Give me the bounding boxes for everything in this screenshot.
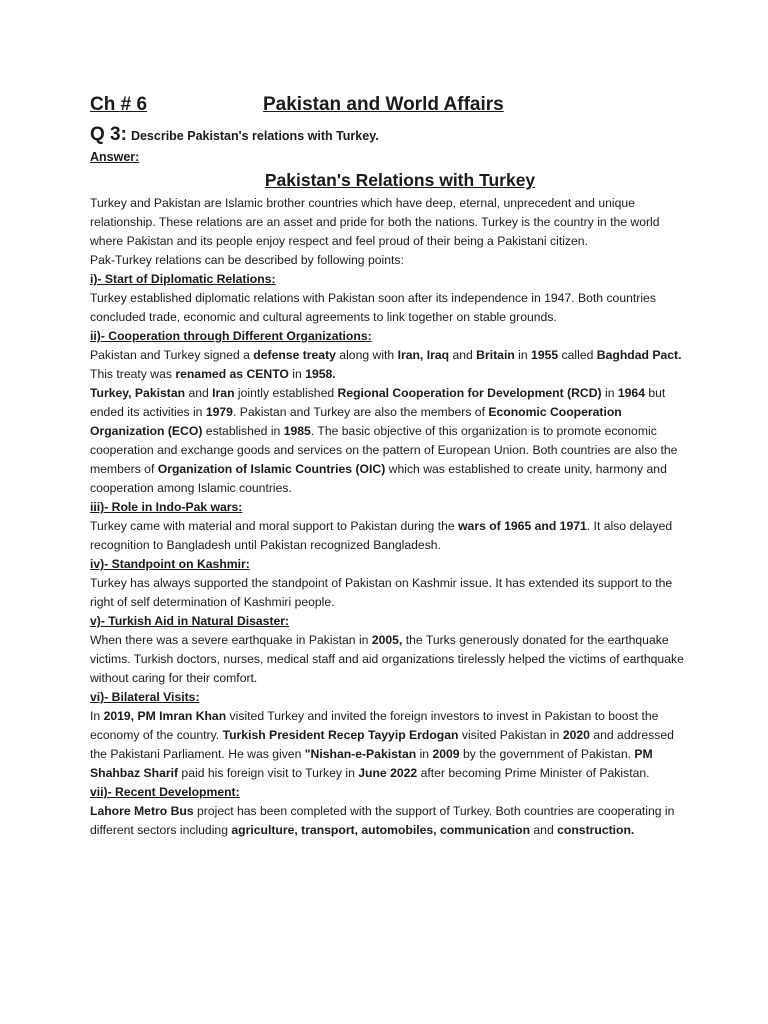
section-heading-indo-pak-wars: iii)- Role in Indo-Pak wars: [90, 500, 243, 514]
question-number: Q 3: [90, 124, 127, 145]
answer-label: Answer: [90, 150, 140, 164]
section-heading-bilateral-visits: vi)- Bilateral Visits: [90, 690, 200, 704]
chapter-number: Ch # 6 [90, 94, 148, 115]
question-text: Describe Pakistan's relations with Turkey. [130, 129, 379, 143]
section-paragraph: Turkey has always supported the standpoint of Pakistan on Kashmir issue. It has extended its support to the right of self determination of Kashmiri people. [90, 576, 673, 609]
section-paragraph: Lahore Metro Bus project has been completed with the support of Turkey. Both countries are cooperating in different sectors including agriculture, transport, automobiles, communication and construction. [90, 804, 675, 837]
question [90, 124, 379, 146]
section-paragraph: In 2019, PM Imran Khan visited Turkey and invited the foreign investors to invest in Pakistan to boost the economy of the country. Turkish President Recep Tayyip Erdogan visited Pakistan in 2020 and addressed the Pakistani Parliament. He was given "Nishan-e-Pakistan in 2009 by the government of Pakistan. PM Shahbaz Sharif paid his foreign visit to Turkey in June 2022 after becoming Prime Minister of Pakistan. [90, 709, 674, 780]
section-paragraph: When there was a severe earthquake in Pakistan in 2005, the Turks generously donated for the earthquake victims. Turkish doctors, nurses, medical staff and aid organizations tirelessly helped the victims of earthquake without caring for their comfort. [90, 633, 684, 685]
chapter-header [90, 94, 690, 120]
section-heading-natural-disaster: v)- Turkish Aid in Natural Disaster: [90, 614, 290, 628]
intro-paragraph: Turkey and Pakistan are Islamic brother countries which have deep, eternal, unprecedent and unique relationship. These relations are an asset and pride for both the nations. Turkey is the country in the world where Pakistan and its people enjoy respect and feel proud of their being a Pakistani citizen. [90, 196, 660, 248]
section-heading-recent-development: vii)- Recent Development: [90, 785, 240, 799]
section-paragraph: Turkey came with material and moral support to Pakistan during the wars of 1965 and 1971. It also delayed recognition to Bangladesh until Pakistan recognized Bangladesh. [90, 519, 673, 552]
section-paragraph: Pakistan and Turkey signed a defense treaty along with Iran, Iraq and Britain in 1955 called Baghdad Pact. This treaty was renamed as CENTO in 1958. [90, 348, 682, 381]
section-heading-diplomatic-relations: i)- Start of Diplomatic Relations: [90, 272, 276, 286]
section-heading-organizations: ii)- Cooperation through Different Organizations: [90, 329, 372, 343]
section-heading-kashmir: iv)- Standpoint on Kashmir: [90, 557, 250, 571]
main-title: Pakistan's Relations with Turkey [264, 170, 536, 190]
answer-body [90, 194, 685, 840]
intro-lead-in: Pak-Turkey relations can be described by following points: [90, 253, 404, 267]
section-paragraph: Turkey established diplomatic relations with Pakistan soon after its independence in 1947. Both countries concluded trade, economic and cultural agreements to link together on stable grounds. [90, 291, 656, 324]
chapter-title: Pakistan and World Affairs [263, 94, 504, 115]
section-paragraph: Turkey, Pakistan and Iran jointly established Regional Cooperation for Development (RCD) in 1964 but ended its activities in 1979. Pakistan and Turkey are also the members of Economic Cooperation Organization (ECO) established in 1985. The basic objective of this organization is to promote economic cooperation and exchange goods and services on the pattern of European Union. Both countries are also the members of Organization of Islamic Countries (OIC) which was established to create unity, harmony and cooperation among Islamic countries. [90, 386, 678, 495]
